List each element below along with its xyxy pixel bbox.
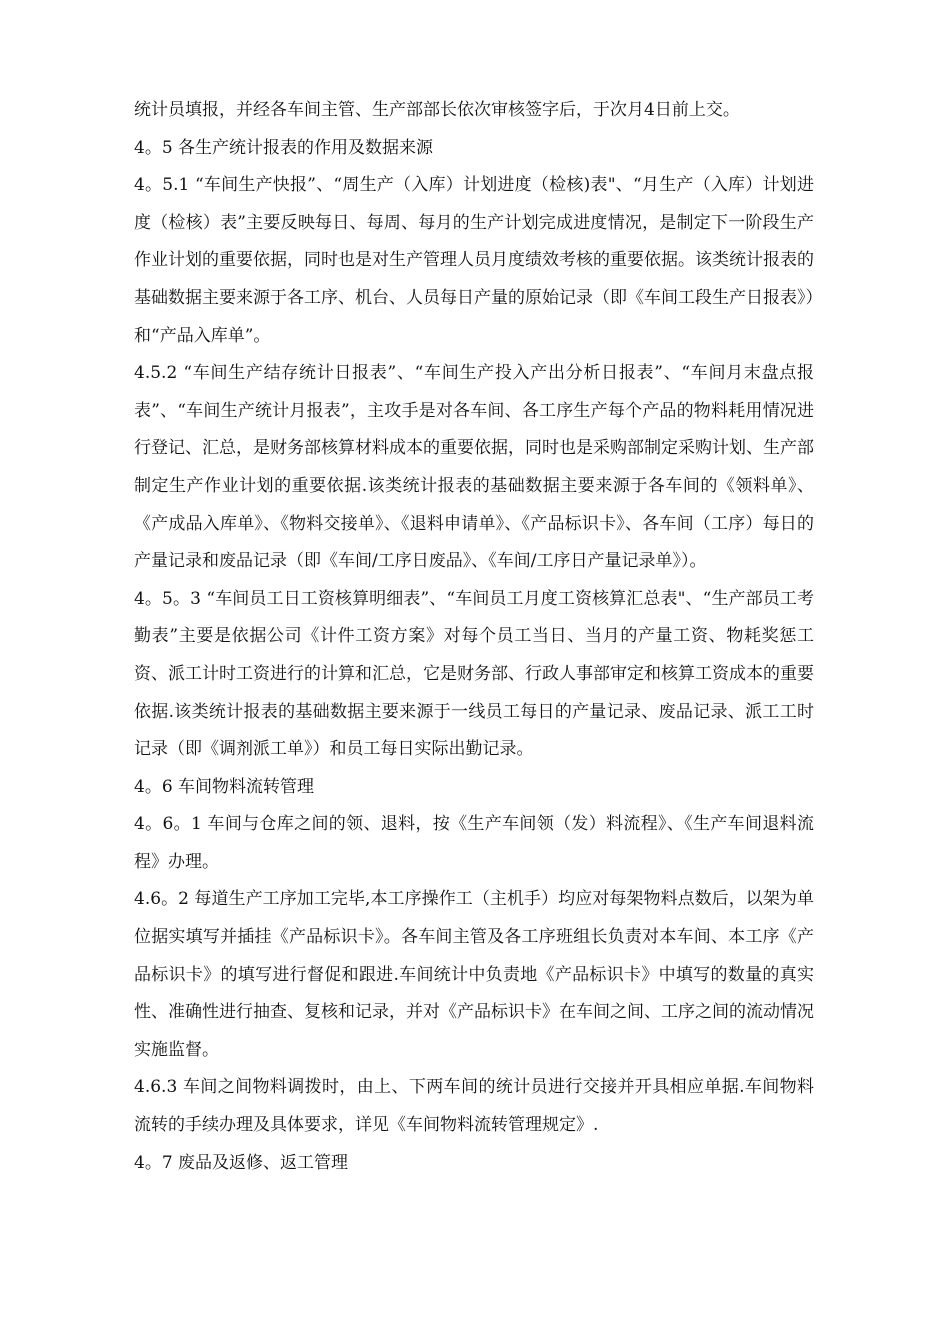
paragraph-4-5-2: 4.5.2 “车间生产结存统计日报表”、“车间生产投入产出分析日报表”、“车间月末盘点报表”、“车间生产统计月报表”，主攻手是对各车间、各工序生产每个产品的物料耗用情况进行登记、汇总，是财务部核算材料成本的重要依据，同时也是采购部制定采购计划、生产部制定生产作业计划的重要依据.该类统计报表的基础数据主要来源于各车间的《领料单》、《产成品入库单》、《物料交接单》、《退料申请单》、《产品标识卡》、各车间（工序）每日的产量记录和废品记录（即《车间/工序日废品》、《车间/工序日产量记录单》）。 bbox=[134, 363, 814, 572]
paragraph-report-submission: 统计员填报，并经各车间主管、生产部部长依次审核签字后，于次月4日前上交。 bbox=[134, 100, 740, 120]
heading-4-7: 4。7 废品及返修、返工管理 bbox=[134, 1152, 349, 1173]
paragraph-4-6-3: 4.6.3 车间之间物料调拨时，由上、下两车间的统计员进行交接并开具相应单据.车间物料流转的手续办理及具体要求，详见《车间物料流转管理规定》. bbox=[134, 1077, 814, 1136]
heading-4-5: 4。5 各生产统计报表的作用及数据来源 bbox=[134, 137, 434, 158]
heading-4-6: 4。6 车间物料流转管理 bbox=[134, 776, 315, 797]
paragraph-4-6-1: 4。6。1 车间与仓库之间的领、退料，按《生产车间领（发）料流程》、《生产车间退料流程》办理。 bbox=[134, 814, 814, 872]
paragraph-4-5-1: 4。5.1 “车间生产快报”、“周生产（入库）计划进度（检核)表"、“月生产（入库）计划进度（检核）表”主要反映每日、每周、每月的生产计划完成进度情况，是制定下一阶段生产作业计划的重要依据，同时也是对生产管理人员月度绩效考核的重要依据。该类统计报表的基础数据主要来源于各工序、机台、人员每日产量的原始记录（即《车间工段生产日报表》）和“产品入库单”。 bbox=[134, 175, 814, 346]
document-body bbox=[134, 92, 814, 1182]
paragraph-4-5-3: 4。5。3 “车间员工日工资核算明细表”、“车间员工月度工资核算汇总表"、“生产部员工考勤表”主要是依据公司《计件工资方案》对每个员工当日、当月的产量工资、物耗奖惩工资、派工计时工资进行的计算和汇总，它是财务部、行政人事部审定和核算工资成本的重要依据.该类统计报表的基础数据主要来源于一线员工每日的产量记录、废品记录、派工工时记录（即《调剂派工单》）和员工每日实际出勤记录。 bbox=[134, 588, 814, 760]
paragraph-4-6-2: 4.6。2 每道生产工序加工完毕,本工序操作工（主机手）均应对每架物料点数后，以架为单位据实填写并插挂《产品标识卡》。各车间主管及各工序班组长负责对本车间、本工序《产品标识卡》的填写进行督促和跟进.车间统计中负责地《产品标识卡》中填写的数量的真实性、准确性进行抽查、复核和记录，并对《产品标识卡》在车间之间、工序之间的流动情况实施监督。 bbox=[134, 889, 814, 1060]
